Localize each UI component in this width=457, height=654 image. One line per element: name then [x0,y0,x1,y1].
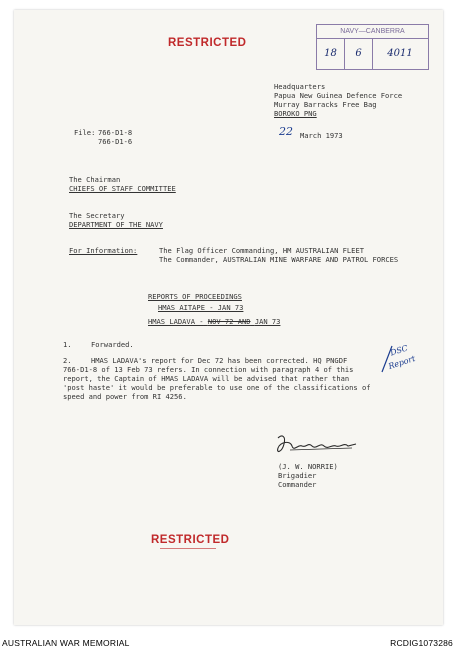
subject-line-3-start: HMAS LADAVA - [148,317,204,326]
paragraph-2-number: 2. [63,356,72,365]
classification-stamp-top-underprint [180,51,230,56]
signature-scrawl-icon [272,432,362,460]
recipient-chairman-committee: CHIEFS OF STAFF COMMITTEE [69,184,176,193]
registry-cell-month: 6 [345,39,373,69]
classification-stamp-bottom: RESTRICTED [151,534,230,546]
annotation-stroke-icon [380,344,394,374]
signatory-rank: Brigadier [278,471,317,480]
subject-line-3-end: JAN 73 [254,317,281,326]
signatory-name: (J. W. NORRIE) [278,462,338,471]
paragraph-1-number: 1. [63,340,72,349]
registry-cell-number: 4011 [387,48,413,59]
registry-cell-day: 18 [317,39,345,69]
address-line-1: Headquarters [274,82,326,91]
address-line-3: Murray Barracks Free Bag [274,100,377,109]
recipient-secretary-department: DEPARTMENT OF THE NAVY [69,220,163,229]
paragraph-2-line-2: 766-D1-8 of 13 Feb 73 refers. In connection with paragraph 4 of this [63,365,354,374]
registry-stamp-title: NAVY—CANBERRA [317,25,428,39]
address-line-2: Papua New Guinea Defence Force [274,91,403,100]
registry-stamp [316,24,429,70]
signatory-title: Commander [278,480,317,489]
date-day: 22 [279,125,293,138]
file-ref-1: 766-D1-8 [98,128,133,137]
footer-record-id: RCDIG1073286 [390,638,453,648]
paragraph-2-line-5: speed and power from RI 4256. [63,392,187,401]
paragraph-2-line-3: report, the Captain of HMAS LADAVA will be advised that rather than [63,374,350,383]
for-information-line-2: The Commander, AUSTRALIAN MINE WARFARE AND PATROL FORCES [159,255,399,264]
subject-line-2: HMAS AITAPE - JAN 73 [158,303,244,312]
for-information-label: For Information: [69,246,138,255]
subject-line-1: REPORTS OF PROCEEDINGS [148,292,242,301]
paragraph-2-line-4: 'post haste' it would be preferable to use one of the classifications of [63,383,371,392]
annotation-line-1: DSC [389,343,409,358]
annotation-line-2: Report [387,353,417,372]
file-label: File: [74,128,96,137]
date-month-year: March 1973 [300,131,343,140]
classification-stamp-top: RESTRICTED [168,37,247,49]
for-information-line-1: The Flag Officer Commanding, HM AUSTRALIAN FLEET [159,246,364,255]
paragraph-2-line-1: HMAS LADAVA's report for Dec 72 has been corrected. HQ PNGDF [91,356,348,365]
paragraph-1-text: Forwarded. [91,340,134,349]
recipient-chairman: The Chairman [69,175,121,184]
recipient-secretary: The Secretary [69,211,125,220]
subject-line-3 [148,317,280,326]
address-line-4: BOROKO PNG [274,109,317,118]
file-ref-2: 766-D1-6 [98,137,133,146]
subject-line-3-struck: NOV 72 AND [207,317,251,326]
footer-institution: AUSTRALIAN WAR MEMORIAL [2,638,130,648]
classification-stamp-bottom-underprint [160,548,216,549]
